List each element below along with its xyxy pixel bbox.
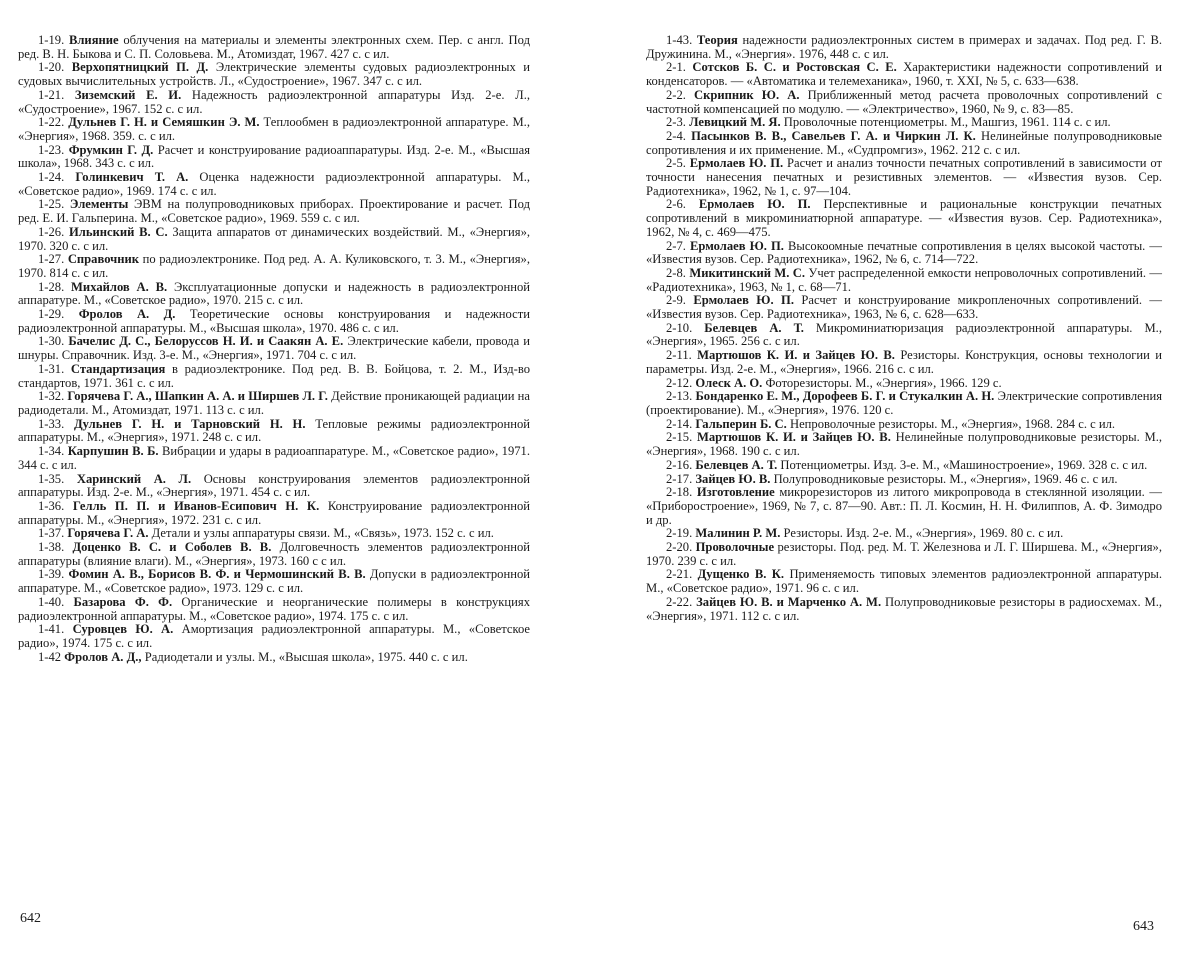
entry-text: резисторы. Под. ред. М. Т. Железнова и Л. Г. Ширшева. М., «Энергия», 1970. 239 с. с ил. bbox=[646, 540, 1163, 568]
entry-author: Сотсков Б. С. и Ростовская С. Е. bbox=[692, 60, 897, 75]
bibliography-entry bbox=[18, 568, 530, 595]
entry-author: Дульнев Г. Н. и Тарновский Н. Н. bbox=[74, 416, 306, 431]
bibliography-entry bbox=[18, 335, 530, 362]
entry-number: 1-28. bbox=[38, 279, 65, 294]
entry-author: Белевцев А. Т. bbox=[704, 320, 804, 335]
entry-number: 2-2. bbox=[666, 87, 686, 102]
entry-author: Карпушин В. Б. bbox=[67, 444, 159, 459]
entry-number: 1-38. bbox=[38, 540, 65, 555]
entry-number: 2-18. bbox=[666, 485, 693, 500]
bibliography-entry bbox=[646, 486, 1162, 527]
entry-number: 1-32. bbox=[38, 389, 65, 404]
entry-number: 1-21. bbox=[38, 87, 65, 102]
entry-text: Детали и узлы аппаратуры связи. М., «Связь», 1973. 152 с. с ил. bbox=[151, 526, 494, 541]
entry-number: 1-42 bbox=[38, 649, 62, 664]
entry-text: Эксплуатационные допуски и надежность в радиоэлектронной аппаратуре. М., «Советское радио», 1970. 215 с. с ил. bbox=[18, 279, 530, 308]
entry-number: 1-24. bbox=[38, 170, 65, 185]
bibliography-entry bbox=[18, 363, 530, 390]
entry-author: Белевцев А. Т. bbox=[695, 457, 778, 472]
entry-text: ЭВМ на полупроводниковых приборах. Проектирование и расчет. Под ред. Е. И. Гальперина. М., «Советское радио», 1969. 559 с. с ил. bbox=[18, 197, 530, 226]
entry-text: Расчет и конструирование радиоаппаратуры. Изд. 2-е. М., «Высшая школа», 1968. 343 с. с ил. bbox=[18, 142, 530, 171]
bibliography-entry bbox=[18, 541, 530, 568]
entry-number: 1-20. bbox=[38, 60, 65, 75]
entry-author: Левицкий М. Я. bbox=[689, 115, 781, 130]
entry-author: Гелль П. П. и Иванов-Есипович Н. К. bbox=[72, 498, 320, 513]
entry-text: Допуски в радиоэлектронной аппаратуре. М., «Советское радио», 1973. 129 с. с ил. bbox=[18, 567, 530, 596]
entry-text: Основы конструирования элементов радиоэлектронной аппаратуры. Изд. 2-е. М., «Энергия», 1971. 454 с. с ил. bbox=[18, 471, 530, 500]
entry-author: Верхопятницкий П. Д. bbox=[71, 60, 209, 75]
entry-text: Вибрации и удары в радиоаппаратуре. М., «Советское радио», 1971. 344 с. с ил. bbox=[18, 444, 531, 472]
bibliography-entry bbox=[18, 171, 530, 198]
bibliography-entry bbox=[646, 198, 1162, 239]
bibliography-entry bbox=[18, 445, 530, 472]
entry-author: Проволочные bbox=[695, 540, 775, 555]
entry-author: Микитинский М. С. bbox=[689, 265, 806, 280]
right-page bbox=[646, 34, 1162, 623]
bibliography-entry bbox=[18, 226, 530, 253]
entry-author: Скрипник Ю. А. bbox=[694, 87, 800, 102]
entry-number: 2-14. bbox=[666, 416, 693, 431]
entry-author: Малинин Р. М. bbox=[695, 526, 781, 541]
entry-author: Изготовление bbox=[696, 485, 775, 500]
entry-number: 2-11. bbox=[666, 348, 692, 363]
entry-number: 2-21. bbox=[666, 567, 693, 582]
bibliography-entry bbox=[646, 473, 1162, 487]
entry-author: Фролов А. Д. bbox=[78, 307, 176, 322]
entry-number: 2-8. bbox=[666, 265, 686, 280]
entry-text: Действие проникающей радиации на радиодетали. М., Атомиздат, 1971. 113 с. с ил. bbox=[18, 389, 531, 417]
entry-text: Конструирование радиоэлектронной аппаратуры. М., «Энергия», 1972. 231 с. с ил. bbox=[18, 498, 530, 527]
entry-author: Ильинский В. С. bbox=[68, 224, 168, 239]
entry-text: Микроминиатюризация радиоэлектронной аппаратуры. М., «Энергия», 1965. 256 с. с ил. bbox=[646, 320, 1162, 349]
entry-text: Электрические сопротивления (проектирование). М., «Энергия», 1976. 120 с. bbox=[646, 389, 1162, 417]
entry-author: Бондаренко Е. М., Дорофеев Б. Г. и Стукалкин А. Н. bbox=[695, 389, 995, 404]
entry-text: Применяемость типовых элементов радиоэлектронной аппаратуры. М., «Советское радио», 1971. 96 с. с ил. bbox=[646, 567, 1162, 596]
entry-text: Нелинейные полупроводниковые сопротивления и их применение. М., «Судпромгиз», 1962. 212 с. с ил. bbox=[646, 128, 1162, 157]
entry-text: Высокоомные печатные сопротивления в целях высокой частоты. — «Известия вузов. Сер. Радиотехника», 1962, № 6, с. 714—722. bbox=[646, 238, 1162, 267]
entry-author: Справочник bbox=[67, 252, 140, 267]
entry-number: 1-23. bbox=[38, 142, 65, 157]
left-page bbox=[18, 34, 530, 664]
entry-number: 1-37. bbox=[38, 526, 65, 541]
bibliography-entry bbox=[646, 349, 1162, 376]
entry-number: 1-22. bbox=[38, 115, 65, 130]
entry-text: Надежность радиоэлектронной аппаратуры Изд. 2-е. Л., «Судостроение», 1967. 152 с. с ил. bbox=[18, 87, 530, 116]
entry-number: 2-9. bbox=[666, 293, 686, 308]
entry-text: Потенциометры. Изд. 3-е. М., «Машиностроение», 1969. 328 с. с ил. bbox=[780, 457, 1148, 472]
entry-author: Дущенко В. К. bbox=[697, 567, 785, 582]
entry-number: 2-13. bbox=[666, 389, 693, 404]
page-number-right: 643 bbox=[1133, 919, 1154, 934]
entry-number: 1-30. bbox=[38, 334, 65, 349]
entry-author: Влияние bbox=[68, 33, 119, 47]
entry-author: Голинкевич Т. А. bbox=[75, 170, 189, 185]
entry-number: 1-34. bbox=[38, 444, 65, 459]
entry-text: Резисторы. Конструкция, основы технологии и параметры. Изд. 2-е. М., «Энергия», 1966. 216 с. с ил. bbox=[646, 348, 1163, 376]
entry-number: 2-3. bbox=[666, 115, 686, 130]
bibliography-entry bbox=[18, 116, 530, 143]
bibliography-entry bbox=[18, 623, 530, 650]
entry-author: Михайлов А. В. bbox=[71, 279, 168, 294]
entry-number: 1-27. bbox=[38, 252, 65, 267]
entry-text: Непроволочные резисторы. М., «Энергия», 1968. 284 с. с ил. bbox=[789, 416, 1116, 431]
right-bibliography-list bbox=[646, 34, 1162, 623]
bibliography-entry bbox=[18, 651, 530, 665]
entry-number: 1-35. bbox=[38, 471, 65, 486]
entry-text: Амортизация радиоэлектронной аппаратуры. М., «Советское радио», 1974. 175 с. с ил. bbox=[18, 622, 531, 650]
bibliography-entry bbox=[18, 144, 530, 171]
bibliography-entry bbox=[18, 308, 530, 335]
entry-text: Радиодетали и узлы. М., «Высшая школа», 1975. 440 с. с ил. bbox=[144, 649, 468, 664]
entry-text: Проволочные потенциометры. М., Машгиз, 1961. 114 с. с ил. bbox=[783, 115, 1111, 130]
bibliography-entry bbox=[18, 390, 530, 417]
bibliography-entry bbox=[18, 61, 530, 88]
bibliography-entry bbox=[646, 390, 1162, 417]
bibliography-entry bbox=[18, 89, 530, 116]
bibliography-entry bbox=[646, 541, 1162, 568]
bibliography-entry bbox=[646, 267, 1162, 294]
bibliography-entry bbox=[646, 89, 1162, 116]
entry-author: Фомин А. В., Борисов В. Ф. и Чермошинский В. В. bbox=[68, 567, 366, 582]
entry-text: Тепловые режимы радиоэлектронной аппаратуры. М., «Энергия», 1971. 248 с. с ил. bbox=[18, 416, 530, 445]
entry-author: Ермолаев Ю. П. bbox=[689, 156, 784, 171]
entry-text: Расчет и конструирование микропленочных сопротивлений. — «Известия вузов. Сер. Радиотехника», 1963, № 6, с. 628—633. bbox=[646, 293, 1162, 322]
entry-author: Доценко В. С. и Соболев В. В. bbox=[72, 540, 272, 555]
entry-number: 2-16. bbox=[666, 457, 693, 472]
left-bibliography-list bbox=[18, 34, 530, 664]
entry-number: 2-19. bbox=[666, 526, 693, 541]
entry-text: Теоретические основы конструирования и надежности радиоэлектронной аппаратуры. М., «Высшая школа», 1970. 486 с. с ил. bbox=[18, 307, 530, 335]
entry-number: 1-39. bbox=[38, 567, 65, 582]
entry-number: 2-20. bbox=[666, 540, 693, 555]
bibliography-entry bbox=[646, 568, 1162, 595]
entry-text: микрорезисторов из литого микропровода в стеклянной изоляции. — «Приборостроение», 1969, № 7, с. 87—90. Авт.: П. Л. Космин, Н. Н. Филиппов, А. Ф. Зимодро и др. bbox=[646, 485, 1163, 527]
bibliography-entry bbox=[646, 322, 1162, 349]
entry-author: Олеск А. О. bbox=[695, 375, 763, 390]
entry-number: 2-1. bbox=[666, 60, 686, 75]
entry-text: по радиоэлектронике. Под ред. А. А. Куликовского, т. 3. М., «Энергия», 1970. 814 с. с ил. bbox=[18, 252, 531, 280]
entry-text: Характеристики надежности сопротивлений и конденсаторов. — «Автоматика и телемеханика», 1960, т. XXI, № 5, с. 633—638. bbox=[646, 60, 1162, 89]
entry-author: Зайцев Ю. В. и Марченко А. М. bbox=[696, 594, 882, 609]
entry-author: Пасынков В. В., Савельев Г. А. и Чиркин Л. К. bbox=[691, 128, 976, 143]
entry-number: 2-6. bbox=[666, 197, 686, 212]
entry-text: Приближенный метод расчета проволочных сопротивлений с частотной компенсацией по модулю. — «Электричество», 1960, № 9, с. 83—85. bbox=[646, 87, 1162, 116]
entry-number: 1-29. bbox=[38, 307, 65, 322]
bibliography-entry bbox=[18, 473, 530, 500]
entry-author: Горячева Г. А., Шапкин А. А. и Ширшев Л. Г. bbox=[67, 389, 328, 404]
entry-author: Бачелис Д. С., Белоруссов Н. И. и Саакян А. Е. bbox=[68, 334, 344, 349]
bibliography-entry bbox=[18, 596, 530, 623]
entry-text: Фоторезисторы. М., «Энергия», 1966. 129 с. bbox=[765, 375, 1002, 390]
bibliography-entry bbox=[646, 527, 1162, 541]
entry-number: 2-22. bbox=[666, 594, 693, 609]
entry-number: 2-17. bbox=[666, 471, 693, 486]
entry-author: Ермолаев Ю. П. bbox=[698, 197, 811, 212]
entry-text: Электрические элементы судовых радиоэлектронных и судовых вычислительных устройств. Л., «Судостроение», 1967. 347 с. с ил. bbox=[18, 60, 531, 89]
entry-author: Фрумкин Г. Д. bbox=[68, 142, 154, 157]
entry-number: 2-10. bbox=[666, 320, 693, 335]
bibliography-entry bbox=[646, 294, 1162, 321]
entry-text: Расчет и анализ точности печатных сопротивлений в зависимости от точности нанесения печатных и резистивных элементов. — «Известия вузов. Сер. Радиотехника», 1962, № 1, с. 97—104. bbox=[646, 156, 1162, 198]
entry-author: Горячева Г. А. bbox=[67, 526, 149, 541]
bibliography-entry bbox=[18, 281, 530, 308]
bibliography-entry bbox=[646, 34, 1162, 61]
bibliography-entry bbox=[646, 377, 1162, 391]
entry-author: Базарова Ф. Ф. bbox=[73, 594, 173, 609]
entry-author: Зайцев Ю. В. bbox=[695, 471, 771, 486]
entry-number: 1-33. bbox=[38, 416, 65, 431]
entry-number: 1-36. bbox=[38, 498, 65, 513]
entry-author: Фролов А. Д., bbox=[64, 649, 142, 664]
entry-text: Электрические кабели, провода и шнуры. Справочник. Изд. 3-е. М., «Энергия», 1971. 704 с. с ил. bbox=[18, 334, 531, 363]
entry-text: Долговечность элементов радиоэлектронной аппаратуры (влияние влаги). М., «Энергия», 1973. 160 с с ил. bbox=[18, 540, 530, 568]
bibliography-entry bbox=[646, 459, 1162, 473]
bibliography-entry bbox=[646, 61, 1162, 88]
entry-text: Защита аппаратов от динамических воздействий. М., «Энергия», 1970. 320 с. с ил. bbox=[18, 224, 531, 253]
entry-author: Теория bbox=[696, 33, 738, 47]
entry-author: Стандартизация bbox=[70, 361, 166, 376]
entry-number: 1-31. bbox=[38, 361, 65, 376]
entry-text: Полупроводниковые резисторы в радиосхемах. М., «Энергия», 1971. 112 с. с ил. bbox=[646, 594, 1162, 623]
entry-author: Мартюшов К. И. и Зайцев Ю. В. bbox=[696, 430, 891, 445]
entry-number: 2-7. bbox=[666, 238, 686, 253]
bibliography-entry bbox=[18, 527, 530, 541]
entry-number: 1-40. bbox=[38, 594, 65, 609]
page-number-left: 642 bbox=[20, 911, 41, 926]
entry-author: Харинский А. Л. bbox=[76, 471, 192, 486]
entry-number: 1-25. bbox=[38, 197, 65, 212]
entry-number: 1-26. bbox=[38, 224, 65, 239]
entry-text: Полупроводниковые резисторы. М., «Энергия», 1969. 46 с. с ил. bbox=[773, 471, 1118, 486]
entry-text: Учет распределенной емкости непроволочных сопротивлений. — «Радиотехника», 1963, № 1, с. 68—71. bbox=[646, 265, 1163, 294]
entry-author: Дульнев Г. Н. и Семяшкин Э. М. bbox=[68, 115, 260, 130]
entry-author: Мартюшов К. И. и Зайцев Ю. В. bbox=[697, 348, 895, 363]
bibliography-entry bbox=[646, 240, 1162, 267]
entry-text: Нелинейные полупроводниковые резисторы. М., «Энергия», 1968. 190 с. с ил. bbox=[646, 430, 1163, 459]
entry-number: 2-12. bbox=[666, 375, 693, 390]
entry-number: 1-41. bbox=[38, 622, 65, 637]
entry-number: 1-43. bbox=[666, 33, 693, 47]
entry-author: Элементы bbox=[69, 197, 129, 212]
entry-text: Резисторы. Изд. 2-е. М., «Энергия», 1969. 80 с. с ил. bbox=[783, 526, 1064, 541]
bibliography-entry bbox=[18, 198, 530, 225]
entry-author: Ермолаев Ю. П. bbox=[690, 238, 784, 253]
bibliography-entry bbox=[646, 418, 1162, 432]
entry-number: 1-19. bbox=[38, 33, 65, 47]
entry-author: Гальперин Б. С. bbox=[695, 416, 787, 431]
entry-number: 2-15. bbox=[666, 430, 693, 445]
entry-text: облучения на материалы и элементы электронных схем. Пер. с англ. Под ред. В. Н. Быкова и С. П. Соловьева. М., Атомиздат, 1967. 427 с. с ил. bbox=[18, 33, 530, 61]
bibliography-entry bbox=[18, 418, 530, 445]
entry-author: Ермолаев Ю. П. bbox=[693, 293, 794, 308]
entry-number: 2-5. bbox=[666, 156, 686, 171]
bibliography-entry bbox=[18, 253, 530, 280]
entry-author: Суровцев Ю. А. bbox=[72, 622, 174, 637]
entry-text: в радиоэлектронике. Под ред. В. В. Бойцова, т. 2. М., Изд-во стандартов, 1971. 361 с. с ил. bbox=[18, 361, 531, 390]
entry-text: надежности радиоэлектронных систем в примерах и задачах. Под ред. Г. В. Дружинина. М., «Энергия». 1976, 448 с. с ил. bbox=[646, 33, 1162, 61]
bibliography-entry bbox=[18, 34, 530, 61]
entry-text: Органические и неорганические полимеры в конструкциях радиоэлектронной аппаратуры. М., «Советское радио», 1974. 175 с. с ил. bbox=[18, 594, 530, 623]
bibliography-entry bbox=[646, 431, 1162, 458]
entry-text: Теплообмен в радиоэлектронной аппаратуре. М., «Энергия», 1968. 359. с. с ил. bbox=[18, 115, 530, 143]
entry-author: Зиземский Е. И. bbox=[74, 87, 182, 102]
bibliography-entry bbox=[646, 130, 1162, 157]
bibliography-entry bbox=[646, 596, 1162, 623]
bibliography-entry bbox=[18, 500, 530, 527]
bibliography-entry bbox=[646, 116, 1162, 130]
entry-text: Перспективные и рациональные конструкции печатных сопротивлений в микроминиатюрной аппаратуре. — «Известия вузов. Сер. Радиотехника», 1962, № 4, с. 469—475. bbox=[646, 197, 1162, 239]
entry-number: 2-4. bbox=[666, 128, 686, 143]
entry-text: Оценка надежности радиоэлектронной аппаратуры. М., «Советское радио», 1969. 174 с. с ил. bbox=[18, 170, 530, 198]
bibliography-entry bbox=[646, 157, 1162, 198]
